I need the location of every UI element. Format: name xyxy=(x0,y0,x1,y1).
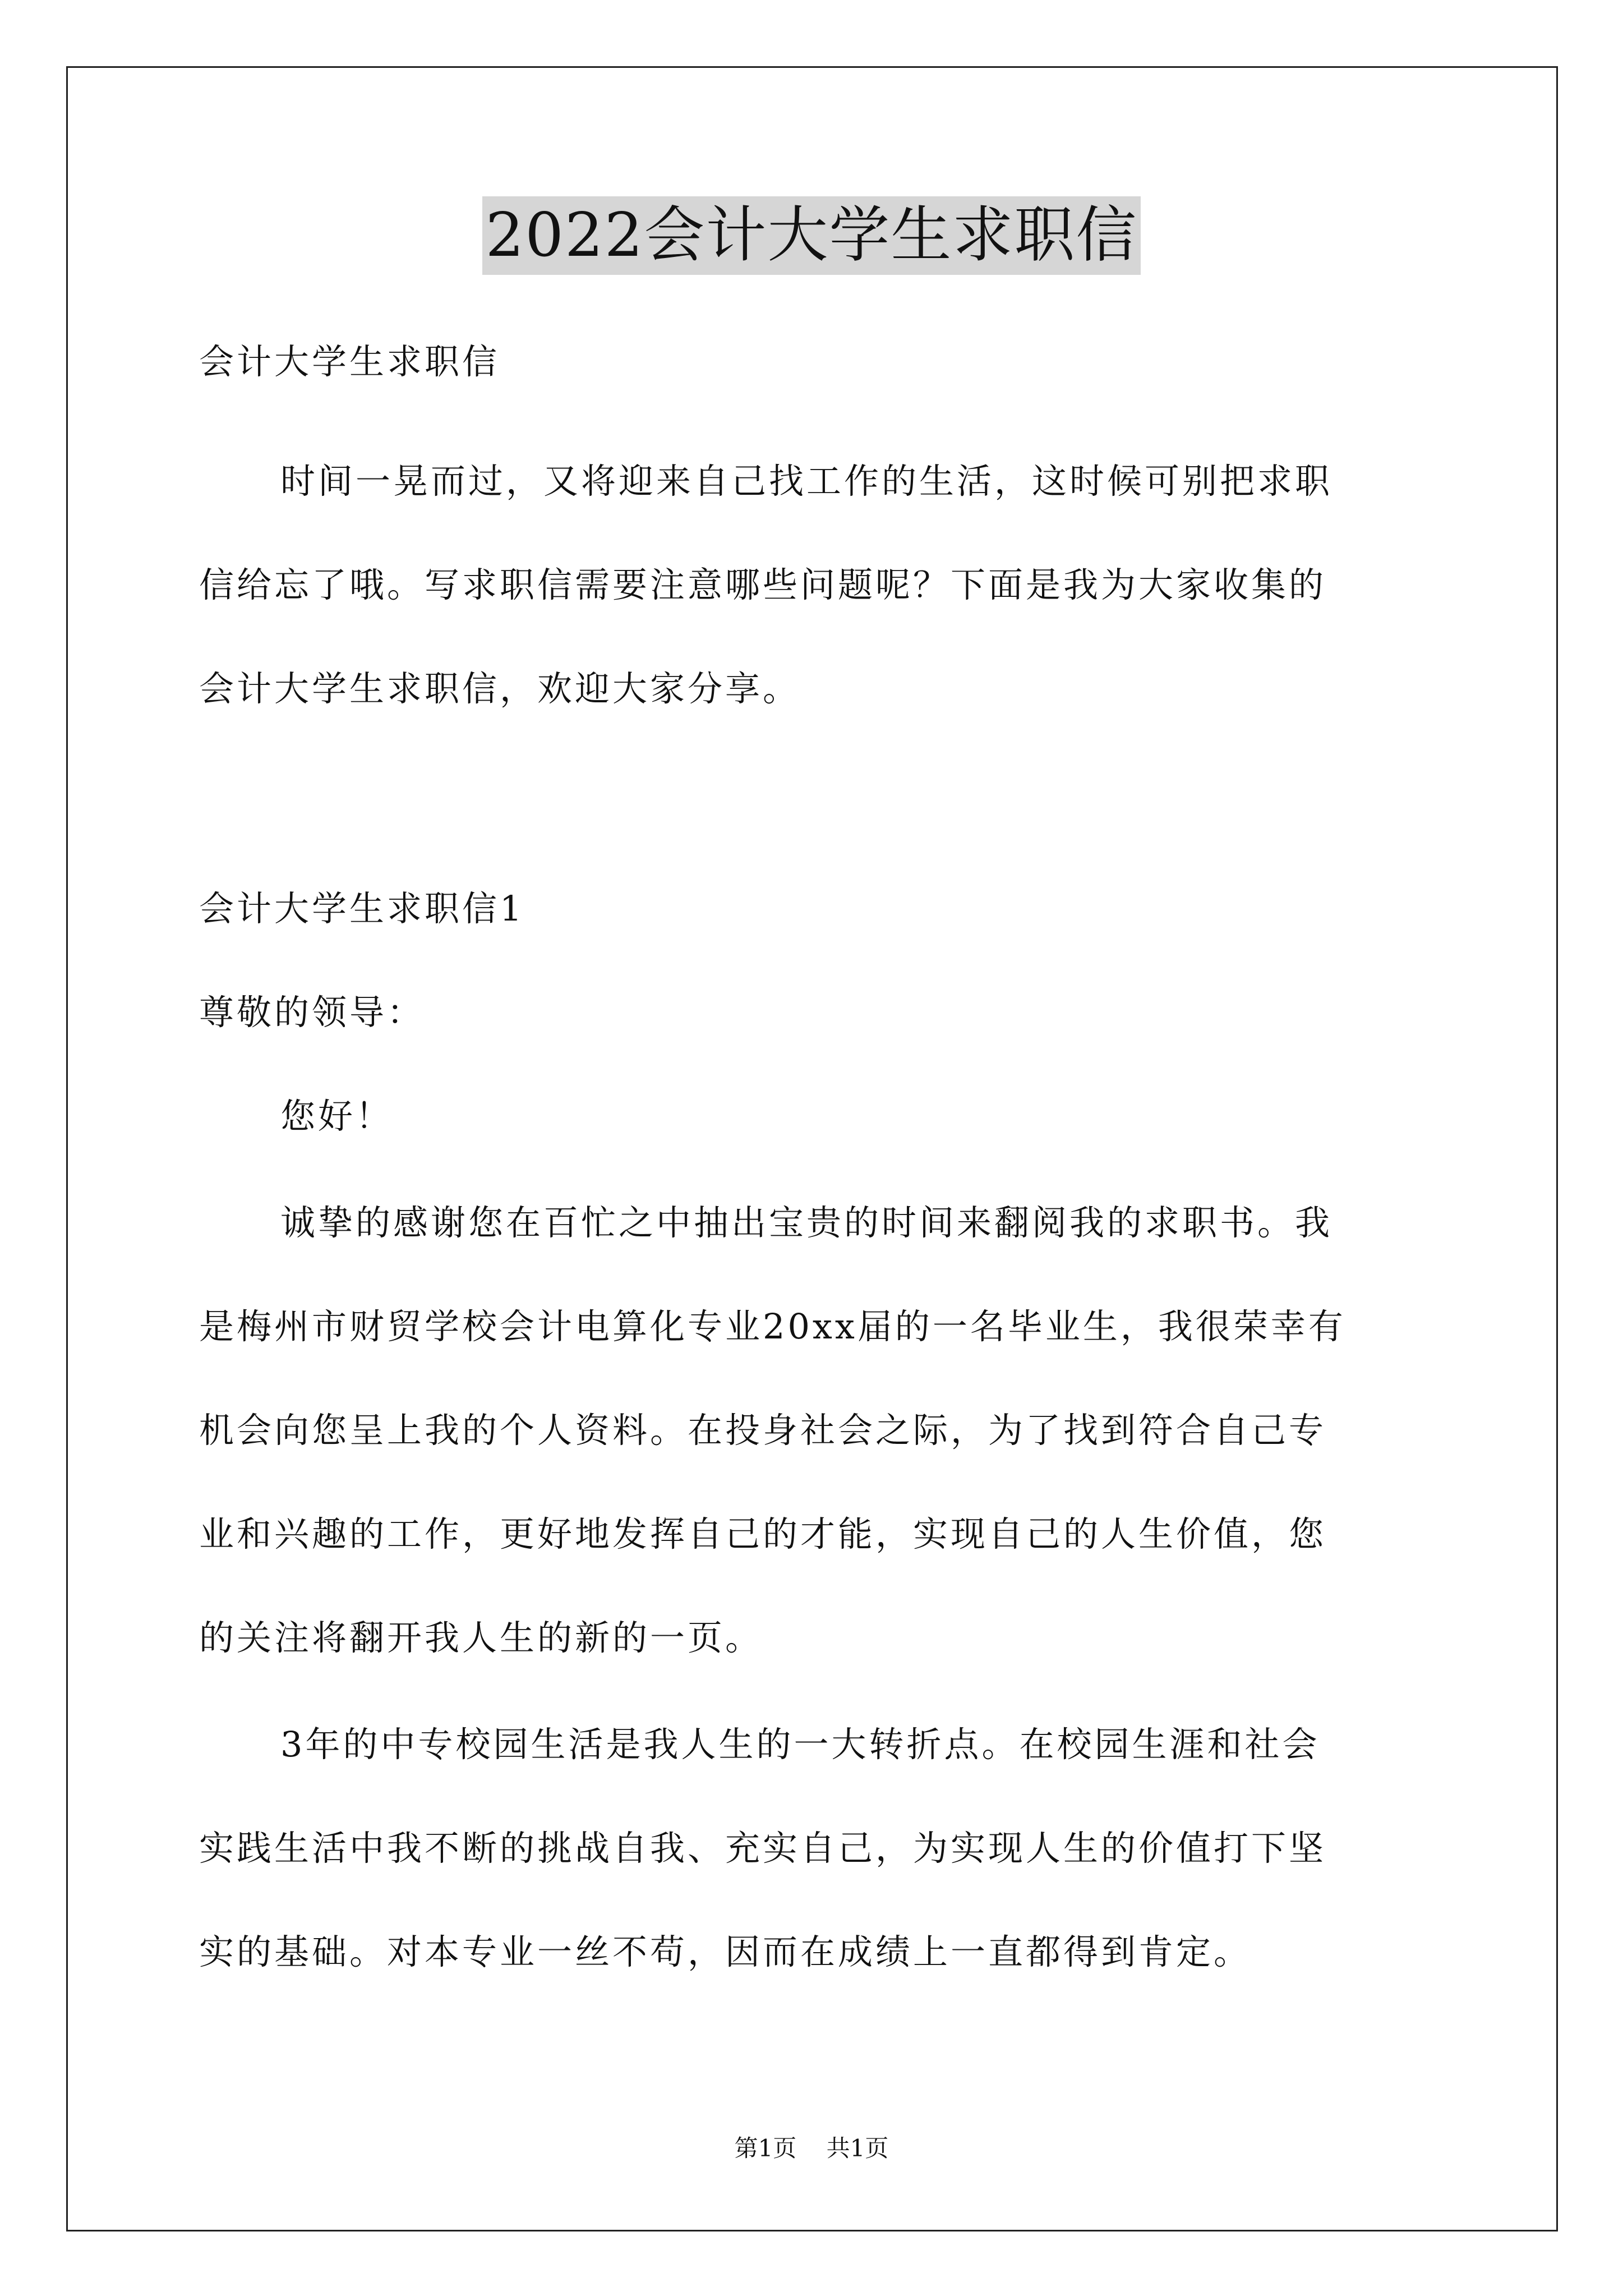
page-footer xyxy=(0,2132,1623,2165)
section-heading: 会计大学生求职信 xyxy=(199,341,500,382)
salutation: 尊敬的领导： xyxy=(199,992,425,1033)
title-container xyxy=(0,196,1623,275)
paragraph-line: 会计大学生求职信，欢迎大家分享。 xyxy=(199,668,801,709)
paragraph-line: 诚挚的感谢您在百忙之中抽出宝贵的时间来翻阅我的求职书。我 xyxy=(280,1202,1333,1243)
paragraph-line: 实践生活中我不断的挑战自我、充实自己，为实现人生的价值打下坚 xyxy=(199,1828,1327,1869)
paragraph-line: 业和兴趣的工作，更好地发挥自己的才能，实现自己的人生价值，您 xyxy=(199,1513,1327,1554)
section-heading: 会计大学生求职信1 xyxy=(199,888,525,929)
document-title: 2022会计大学生求职信 xyxy=(482,196,1141,275)
paragraph-line: 的关注将翻开我人生的新的一页。 xyxy=(199,1617,763,1658)
page-border xyxy=(66,66,1558,2231)
paragraph-line: 时间一晃而过，又将迎来自己找工作的生活，这时候可别把求职 xyxy=(280,461,1333,501)
page-total: 共1页 xyxy=(826,2134,889,2162)
paragraph-line: 是梅州市财贸学校会计电算化专业20xx届的一名毕业生，我很荣幸有 xyxy=(199,1306,1346,1347)
paragraph-line: 实的基础。对本专业一丝不苟，因而在成绩上一直都得到肯定。 xyxy=(199,1931,1252,1972)
page-number: 第1页 xyxy=(734,2134,797,2162)
greeting: 您好！ xyxy=(280,1096,394,1137)
paragraph-line: 信给忘了哦。写求职信需要注意哪些问题呢？下面是我为大家收集的 xyxy=(199,564,1327,605)
paragraph-line: 机会向您呈上我的个人资料。在投身社会之际，为了找到符合自己专 xyxy=(199,1410,1327,1451)
paragraph-line: 3年的中专校园生活是我人生的一大转折点。在校园生涯和社会 xyxy=(280,1724,1320,1765)
